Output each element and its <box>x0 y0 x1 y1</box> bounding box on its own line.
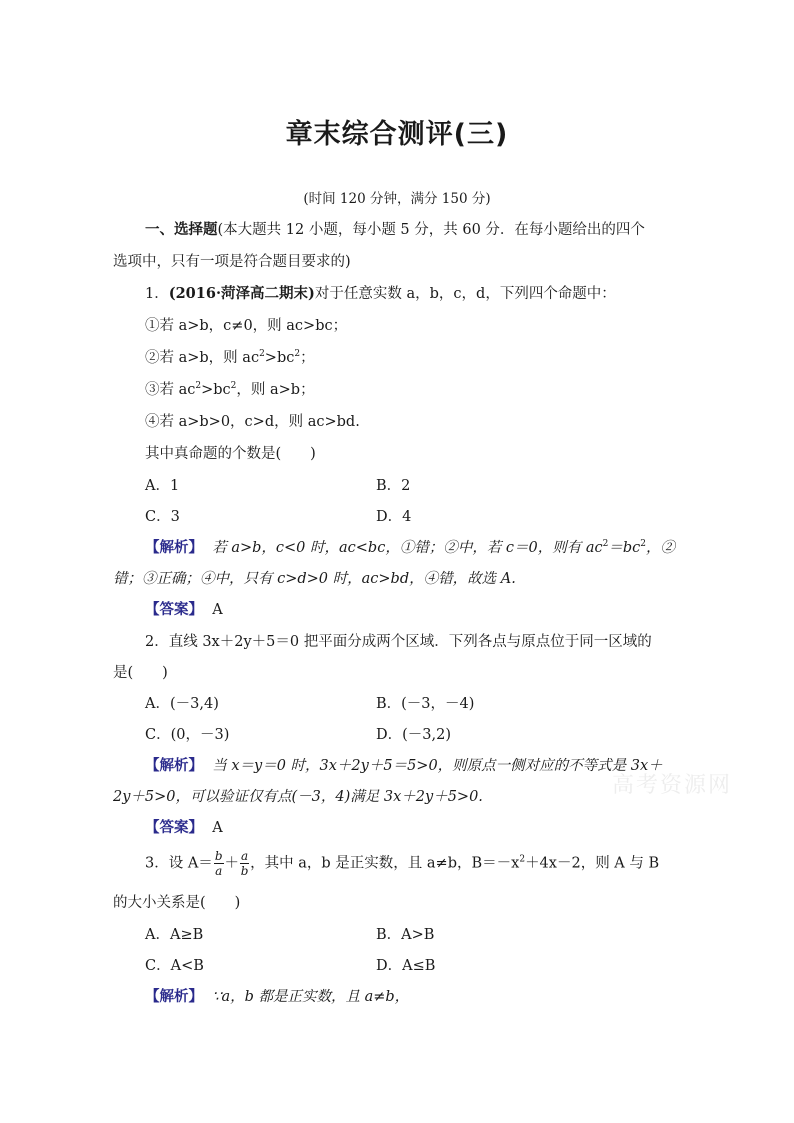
answer-label: 【答案】 <box>145 819 203 836</box>
q3-option-d: D．A≤B <box>376 958 436 974</box>
q1-prop-2 <box>145 348 315 368</box>
q1-analysis-1 <box>145 538 675 558</box>
analysis-label: 【解析】 <box>145 539 203 556</box>
section-desc-2: 选项中，只有一项是符合题目要求的) <box>113 254 351 270</box>
q3-rest-2: ＋4x－2，则 A 与 B <box>525 855 660 872</box>
q3-plus: ＋ <box>224 855 239 872</box>
section-heading-line <box>145 220 645 240</box>
superscript: 2 <box>294 349 301 359</box>
superscript: 2 <box>230 381 237 391</box>
q3-option-c: C．A<B <box>145 958 204 974</box>
q1-analysis-2-text: 错；③正确；④中，只有 c>d>0 时，ac>bd，④错，故选 A. <box>113 571 516 587</box>
q1-prop-3-a: ③若 ac <box>145 382 196 398</box>
frac-num: b <box>214 849 223 863</box>
fraction-a-over-b <box>240 850 249 877</box>
q2-option-c: C．(0，－3) <box>145 727 230 743</box>
q2-option-a: A．(－3,4) <box>145 696 219 712</box>
fraction-b-over-a <box>214 850 224 877</box>
watermark: 高考资源网 <box>612 773 733 798</box>
section-heading: 一、选择题 <box>145 221 218 238</box>
q1-stem <box>145 284 616 304</box>
q1-prop-2-b: >bc <box>264 350 295 366</box>
q1-prop-3-b: >bc <box>201 382 231 398</box>
answer-label: 【答案】 <box>145 601 203 618</box>
time-note: (时间 120 分钟，满分 150 分) <box>303 191 491 207</box>
q1-answer <box>145 600 223 620</box>
q1-prop-3 <box>145 380 315 400</box>
q1-stem-text: 对于任意实数 a，b，c，d，下列四个命题中： <box>314 286 616 302</box>
q1-analysis-1-c: ，② <box>646 540 676 556</box>
q1-analysis-1-b: ＝bc <box>608 540 641 556</box>
q2-stem-2: 是( ) <box>113 665 168 681</box>
section-desc-1: (本大题共 12 小题，每小题 5 分，共 60 分．在每小题给出的四个 <box>217 222 645 238</box>
q1-option-c: C．3 <box>145 509 180 525</box>
q1-option-a: A．1 <box>145 478 180 494</box>
q3-stem-2: 的大小关系是( ) <box>113 895 241 911</box>
q1-option-b: B．2 <box>376 478 411 494</box>
q2-answer-value: A <box>212 820 223 836</box>
q3-option-a: A．A≥B <box>145 927 204 943</box>
q1-analysis-2 <box>113 569 516 589</box>
q2-analysis-1-text: 当 x＝y＝0 时，3x＋2y＋5＝5>0，则原点一侧对应的不等式是 3x＋ <box>212 758 663 774</box>
q3-rest: ，其中 a，b 是正实数，且 a≠b，B＝－x <box>250 855 520 872</box>
q2-option-b: B．(－3，－4) <box>376 696 475 712</box>
q3-option-b: B．A>B <box>376 927 435 943</box>
q1-question: 其中真命题的个数是( ) <box>145 446 316 462</box>
q2-answer <box>145 818 223 838</box>
q3-analysis-1-text: ∵a，b 都是正实数，且 a≠b， <box>212 989 410 1005</box>
q1-prop-3-c: ，则 a>b； <box>236 382 315 398</box>
q1-option-d: D．4 <box>376 509 412 525</box>
superscript: 2 <box>602 539 609 549</box>
q1-prop-2-a: ②若 a>b，则 ac <box>145 350 260 366</box>
q2-option-d: D．(－3,2) <box>376 727 451 743</box>
superscript: 2 <box>195 381 202 391</box>
q1-answer-value: A <box>212 602 223 618</box>
analysis-label: 【解析】 <box>145 988 203 1005</box>
q1-analysis-1-a: 若 a>b，c<0 时，ac<bc，①错；②中，若 c＝0，则有 ac <box>212 540 603 556</box>
superscript: 2 <box>640 539 647 549</box>
q3-analysis-1 <box>145 987 409 1007</box>
q1-number: 1． <box>145 286 169 302</box>
analysis-label: 【解析】 <box>145 757 203 774</box>
q2-analysis-2 <box>113 787 483 807</box>
q2-analysis-1 <box>145 756 663 776</box>
q1-source: (2016·菏泽高二期末) <box>168 285 315 302</box>
frac-den: b <box>240 864 249 878</box>
q3-prefix: 3．设 A＝ <box>145 855 213 872</box>
q1-prop-1: ①若 a>b，c≠0，则 ac>bc； <box>145 318 348 334</box>
frac-den: a <box>215 864 223 878</box>
q1-prop-2-c: ； <box>300 350 315 366</box>
superscript: 2 <box>519 854 526 865</box>
frac-num: a <box>241 849 249 863</box>
page-title: 章末综合测评(三) <box>285 119 509 150</box>
q1-prop-4: ④若 a>b>0，c>d，则 ac>bd. <box>145 414 360 430</box>
q2-analysis-2-text: 2y＋5>0，可以验证仅有点(－3，4)满足 3x＋2y＋5>0. <box>113 789 483 805</box>
q3-stem-1 <box>145 850 659 877</box>
q2-stem-1: 2．直线 3x＋2y＋5＝0 把平面分成两个区域．下列各点与原点位于同一区域的 <box>145 634 652 650</box>
superscript: 2 <box>259 349 265 359</box>
